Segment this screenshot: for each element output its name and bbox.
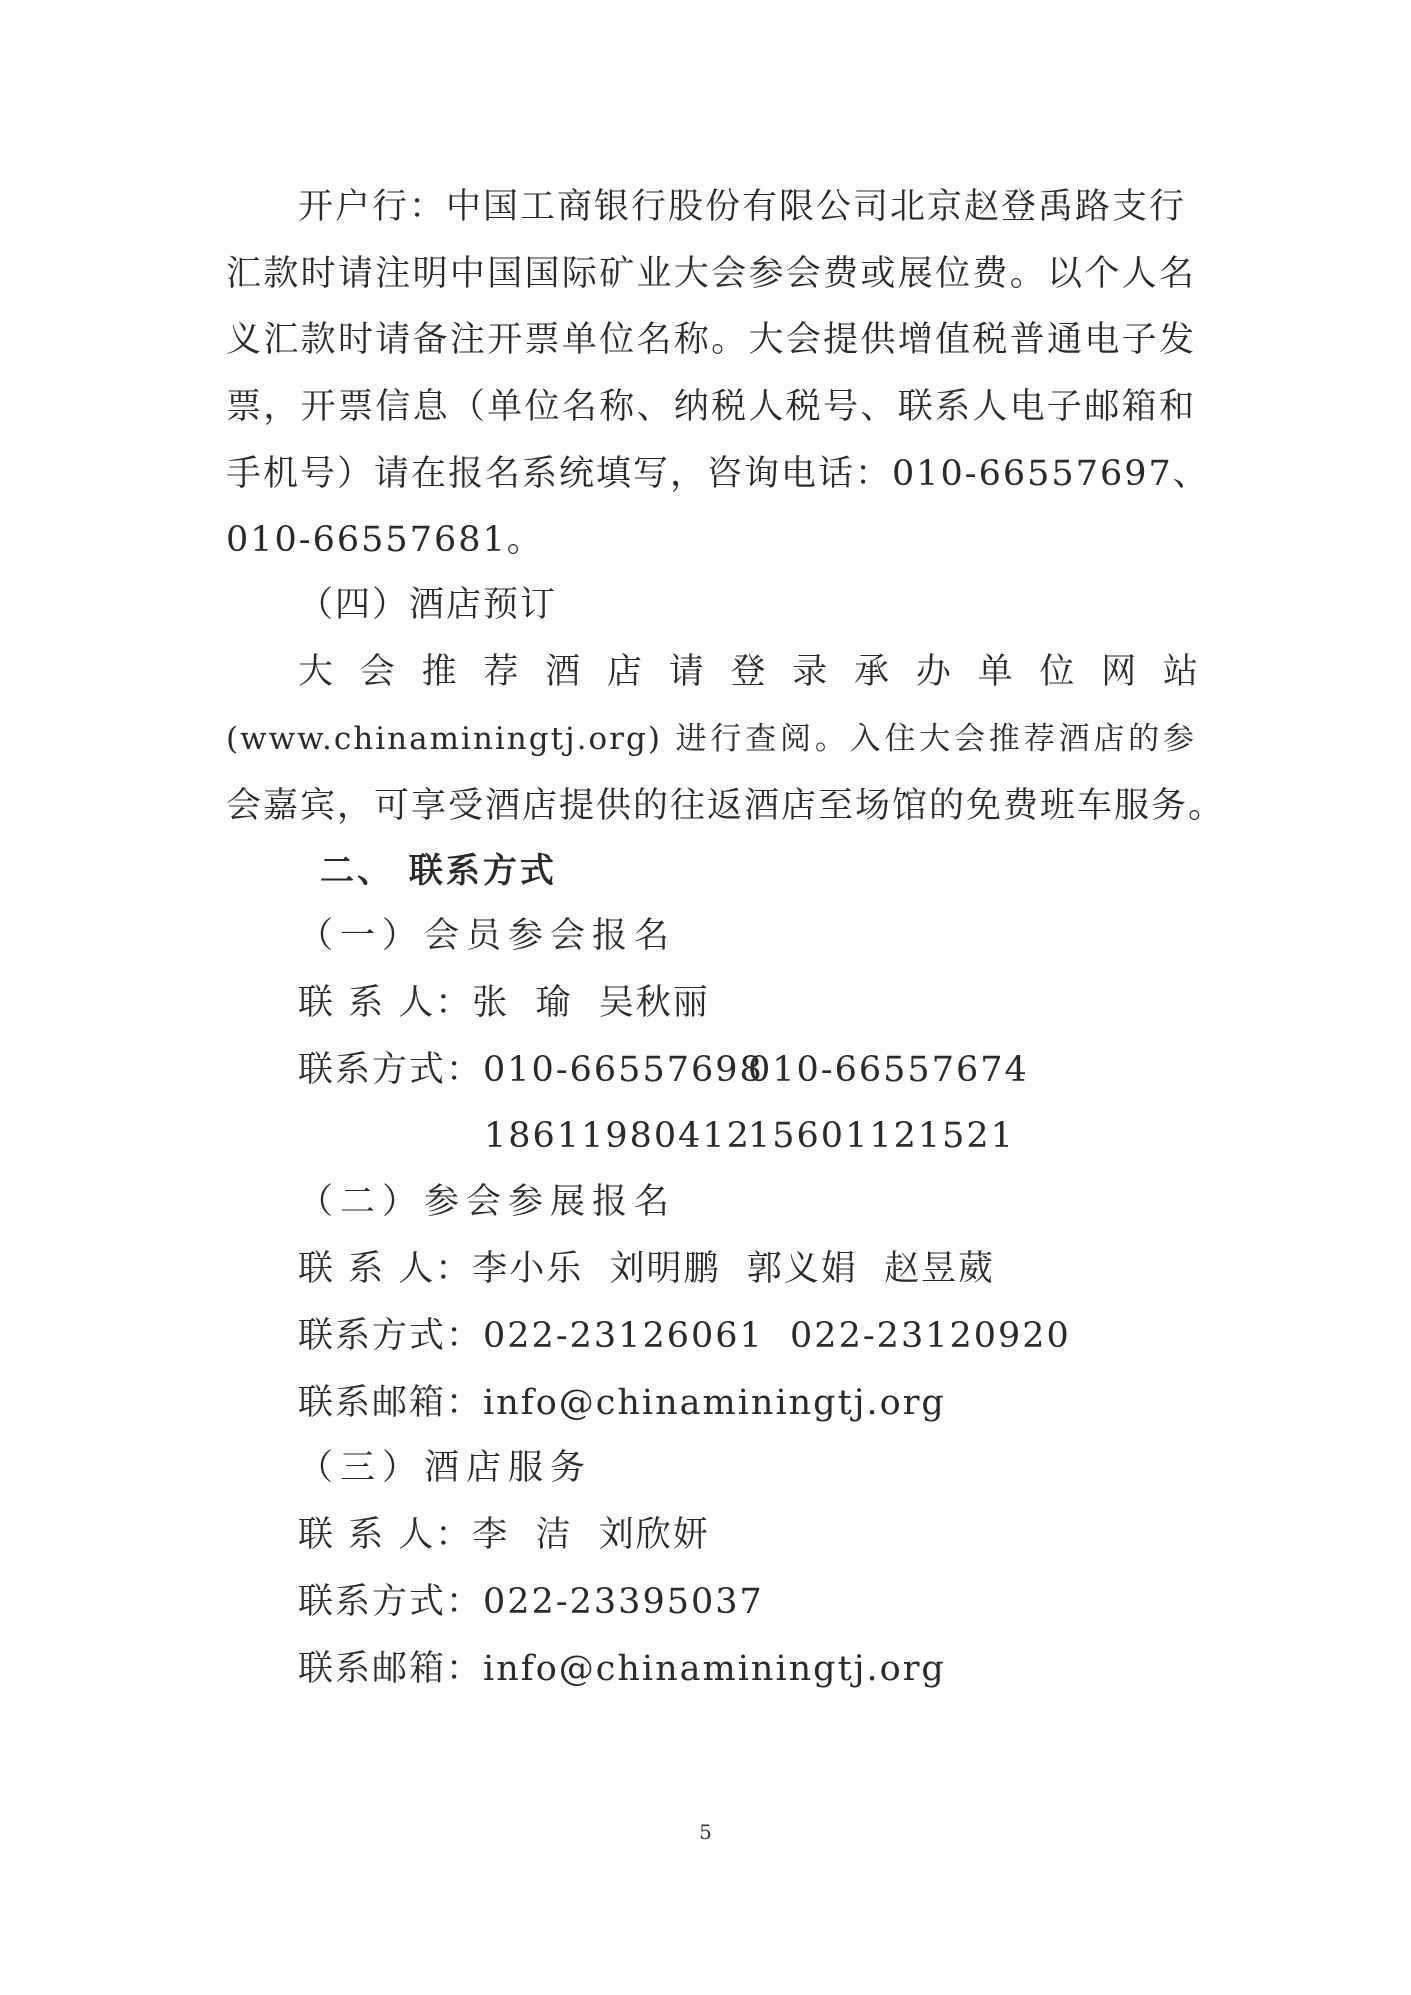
hotel-line-3: 会嘉宾，可享受酒店提供的往返酒店至场馆的免费班车服务。 xyxy=(226,786,1226,826)
remit-line-3: 票，开票信息（单位名称、纳税人税号、联系人电子邮箱和 xyxy=(226,387,1196,427)
exhibit-email-row xyxy=(298,1381,946,1425)
remit-line-4: 手机号）请在报名系统填写，咨询电话：010-66557697、 xyxy=(226,454,1210,494)
member-person-label: 联 系 人： xyxy=(298,983,473,1023)
exhibit-email-label: 联系邮箱： xyxy=(298,1383,484,1423)
hotel-phone-value: 022-23395037 xyxy=(483,1582,764,1622)
exhibit-phone-row xyxy=(298,1314,1071,1358)
member-person-row xyxy=(298,981,710,1025)
exhibit-person-value: 李小乐 刘明鹏 郭义娟 赵昱葳 xyxy=(472,1249,996,1289)
contact-section-title: 二、 联系方式 xyxy=(320,851,557,891)
hotel-email-label: 联系邮箱： xyxy=(298,1649,484,1689)
exhibit-heading: （二）参会参展报名 xyxy=(298,1182,677,1222)
member-person-value: 张 瑜 吴秋丽 xyxy=(472,983,710,1023)
hotel-person-label: 联 系 人： xyxy=(298,1515,473,1555)
remit-line-5: 010-66557681。 xyxy=(226,520,544,560)
exhibit-phone-label: 联系方式： xyxy=(298,1316,484,1356)
hotel-person-row xyxy=(298,1513,710,1557)
member-phone-4: 15601121521 xyxy=(748,1116,1015,1156)
hotel-booking-heading: （四）酒店预订 xyxy=(298,585,558,625)
exhibit-email-value: info@chinaminingtj.org xyxy=(483,1383,946,1423)
member-phone-1: 010-66557698 xyxy=(483,1050,764,1090)
hotel-line-2: (www.chinaminingtj.org) 进行查阅。入住大会推荐酒店的参 xyxy=(226,721,1196,757)
hotel-phone-label: 联系方式： xyxy=(298,1582,484,1622)
remit-line-1: 汇款时请注明中国国际矿业大会参会费或展位费。以个人名 xyxy=(226,254,1196,294)
member-phone-label: 联系方式： xyxy=(298,1050,484,1090)
hotel-service-heading: （三）酒店服务 xyxy=(298,1448,593,1488)
exhibit-person-row xyxy=(298,1247,995,1291)
hotel-person-value: 李 洁 刘欣妍 xyxy=(472,1515,710,1555)
member-phone-2: 010-66557674 xyxy=(748,1050,1029,1090)
bank-line: 开户行：中国工商银行股份有限公司北京赵登禹路支行 xyxy=(298,187,1187,227)
member-phone-3: 18611980412 xyxy=(484,1116,751,1156)
hotel-email-value: info@chinaminingtj.org xyxy=(483,1649,946,1689)
hotel-phone-row xyxy=(298,1580,764,1624)
member-phone-row xyxy=(298,1048,764,1092)
page-number: 5 xyxy=(699,1820,712,1844)
remit-line-2: 义汇款时请备注开票单位名称。大会提供增值税普通电子发 xyxy=(226,320,1196,360)
exhibit-person-label: 联 系 人： xyxy=(298,1249,473,1289)
exhibit-phone-value: 022-23126061 022-23120920 xyxy=(483,1316,1071,1356)
member-heading: （一）会员参会报名 xyxy=(298,916,677,956)
hotel-email-row xyxy=(298,1647,946,1691)
hotel-line-1: 大会推荐酒店请登录承办单位网站 xyxy=(298,652,1198,692)
